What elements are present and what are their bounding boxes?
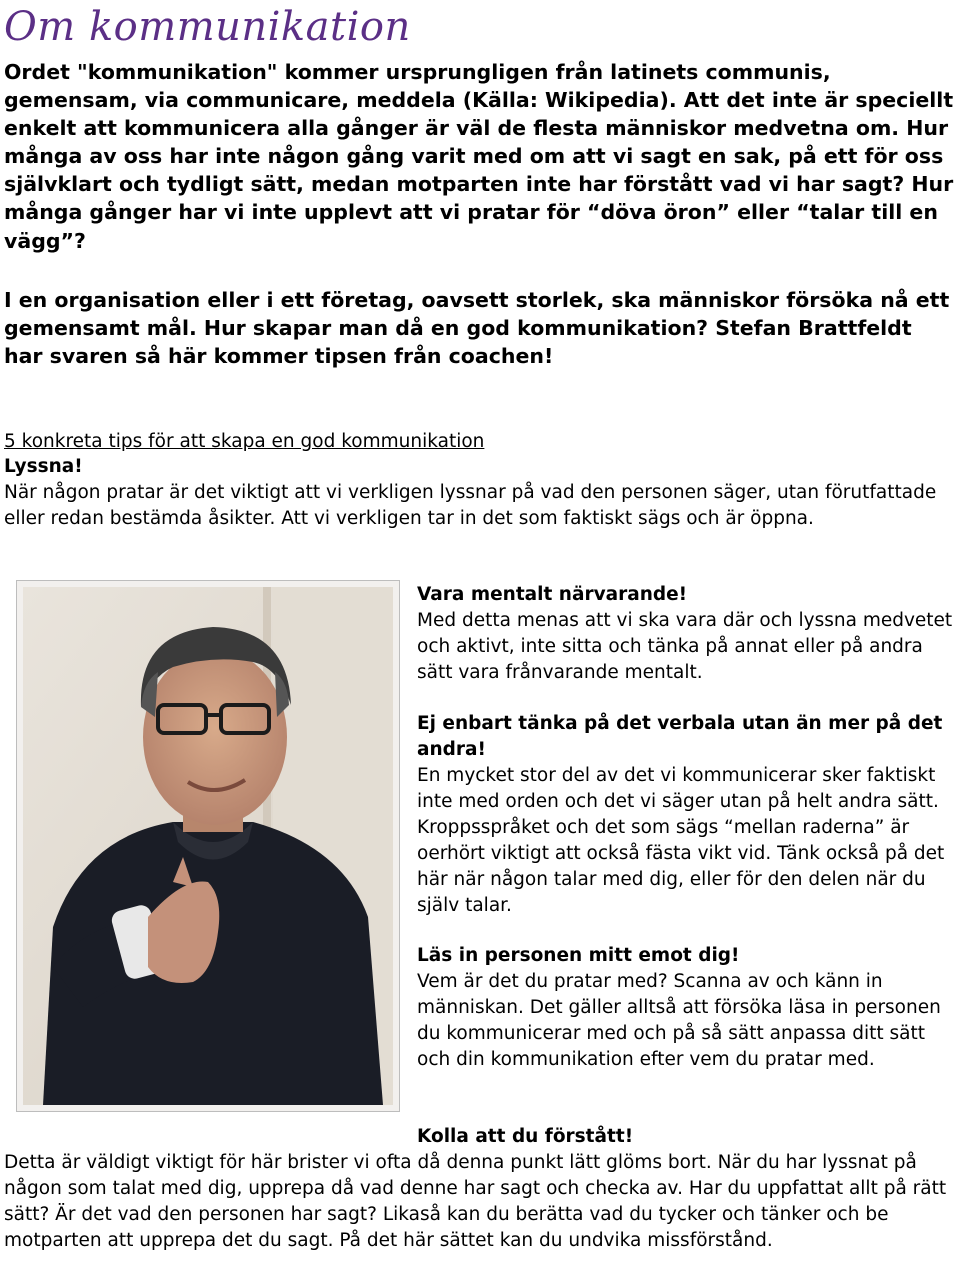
tip-heading: Lyssna! bbox=[4, 456, 83, 477]
tip-nonverbal bbox=[417, 711, 960, 919]
portrait-image bbox=[23, 587, 393, 1105]
intro-paragraph: Ordet "kommunikation" kommer ursprungligen från latinets communis, gemensam, via communicare, meddela (Källa: Wikipedia). Att det inte är speciellt enkelt att kommunicera alla gånger är väl de flesta människor medvetna om. Hur många av oss har inte någon gång varit med om att vi sagt en sak, på ett för oss självklart och tydligt sätt, medan motparten inte har förstått vad vi har sagt? Hur många gånger har vi inte upplevt att vi pratar för “döva öron” eller “talar till en vägg”? bbox=[4, 60, 954, 253]
tip-heading: Ej enbart tänka på det verbala utan än mer på det andra! bbox=[417, 713, 943, 760]
intro-paragraph-2: I en organisation eller i ett företag, oavsett storlek, ska människor försöka nå ett gemensamt mål. Hur skapar man då en god kommunikation? Stefan Brattfeldt har svaren så här kommer tipsen från coachen! bbox=[4, 288, 950, 369]
tip-text: Med detta menas att vi ska vara där och lyssna medvetet och aktivt, inte sitta och tänka på annat eller på andra sätt vara frånvarande mentalt. bbox=[417, 610, 953, 683]
tip-text: En mycket stor del av det vi kommunicerar sker faktiskt inte med orden och det vi säger utan på helt andra sätt. Kroppsspråket och det som sägs “mellan raderna” är oerhört viktigt att också fästa vikt vid. Tänk också på det här när någon talar med dig, eller för den delen när du själv talar. bbox=[417, 765, 945, 916]
tip-check-understanding-text bbox=[4, 1150, 960, 1254]
tip-listen bbox=[4, 454, 960, 532]
tip-text: Vem är det du pratar med? Scanna av och känn in människan. Det gäller alltså att försöka läsa in personen du kommunicerar med och på så sätt anpassa ditt sätt och din kommunikation efter vem du pratar med. bbox=[417, 971, 941, 1070]
tips-link[interactable]: 5 konkreta tips för att skapa en god kommunikation bbox=[4, 431, 485, 452]
tip-heading: Läs in personen mitt emot dig! bbox=[417, 945, 740, 966]
tip-text: Detta är väldigt viktigt för här brister vi ofta då denna punkt lätt glöms bort. När du har lyssnat på någon som talat med dig, upprepa då vad denne har sagt och checka av. Har du uppfattat allt på rätt sätt? Är det vad den personen har sagt? Likaså kan du berätta vad du tycker och tänker och be motparten att upprepa det du sagt. På det här sättet kan du undvika missförstånd. bbox=[4, 1152, 947, 1251]
tip-check-understanding-heading bbox=[417, 1124, 633, 1150]
tip-text: När någon pratar är det viktigt att vi verkligen lyssnar på vad den personen säger, utan förutfattade eller redan bestämda åsikter. Att vi verkligen tar in det som faktiskt sägs och är öppna. bbox=[4, 482, 937, 529]
tip-read-person bbox=[417, 943, 960, 1073]
tip-mentally-present bbox=[417, 582, 960, 686]
tip-heading: Kolla att du förstått! bbox=[417, 1126, 634, 1147]
portrait-photo bbox=[16, 580, 400, 1112]
tip-heading: Vara mentalt närvarande! bbox=[417, 584, 688, 605]
page-title: Om kommunikation bbox=[4, 4, 411, 50]
